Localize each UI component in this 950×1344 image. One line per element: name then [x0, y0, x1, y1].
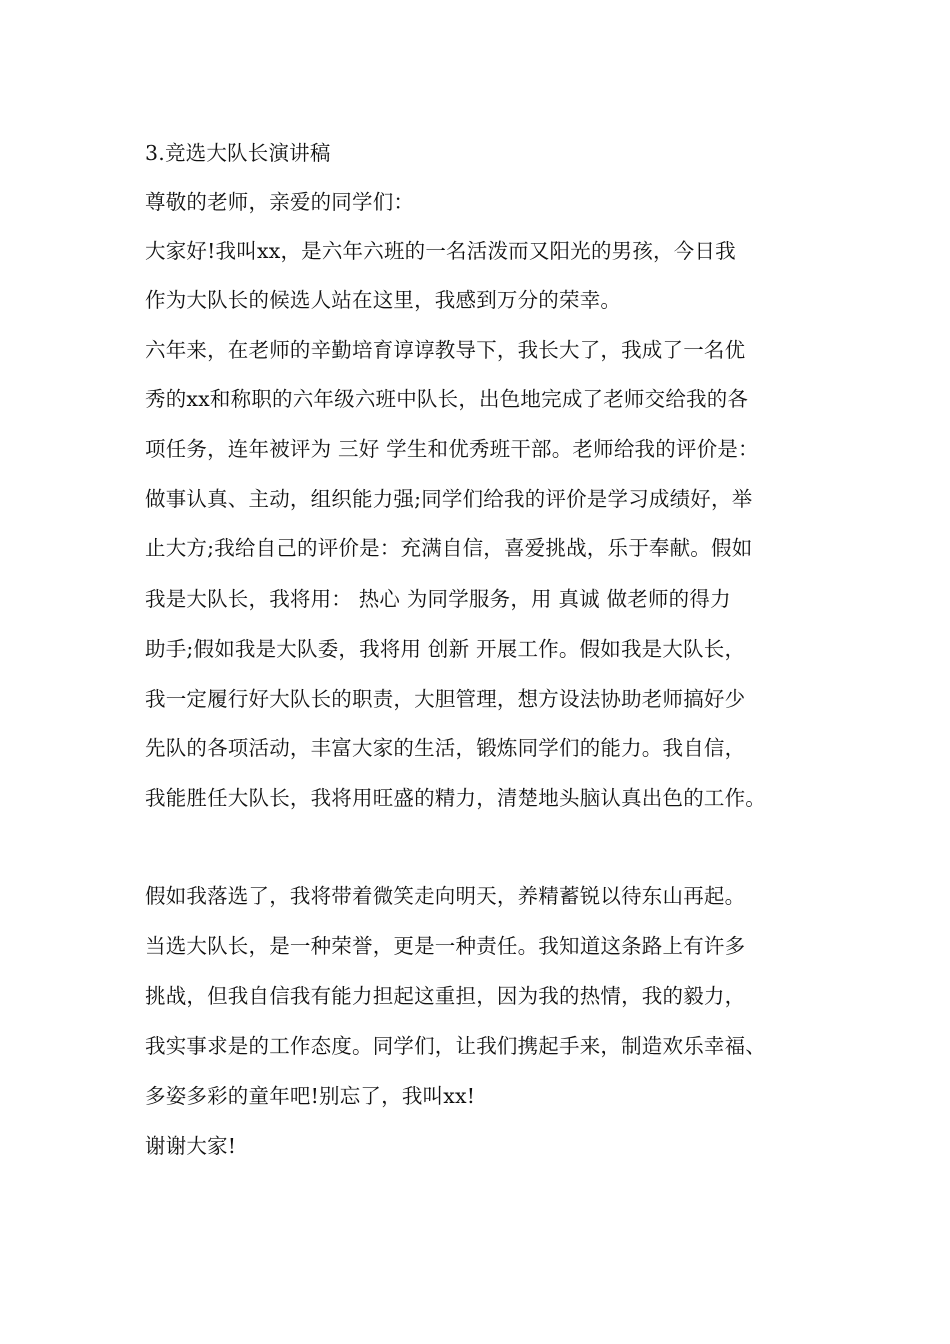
- paragraph-line: 多姿多彩的童年吧!别忘了，我叫xx!: [145, 1084, 476, 1108]
- closing-line: 谢谢大家!: [145, 1134, 237, 1158]
- paragraph-line: 当选大队长，是一种荣誉，更是一种责任。我知道这条路上有许多: [145, 934, 746, 958]
- paragraph-line: 我能胜任大队长，我将用旺盛的精力，清楚地头脑认真出色的工作。: [145, 786, 766, 810]
- paragraph-line: 作为大队长的候选人站在这里，我感到万分的荣幸。: [145, 288, 622, 312]
- paragraph-line: 我实事求是的工作态度。同学们，让我们携起手来，制造欢乐幸福、: [145, 1034, 766, 1058]
- paragraph-line: 做事认真、主动，组织能力强;同学们给我的评价是学习成绩好，举: [145, 487, 753, 511]
- paragraph-line: 挑战，但我自信我有能力担起这重担，因为我的热情，我的毅力，: [145, 984, 746, 1008]
- salutation: 尊敬的老师，亲爱的同学们：: [145, 190, 415, 214]
- document-title: 3.竞选大队长演讲稿: [145, 141, 331, 165]
- paragraph-line: 先队的各项活动，丰富大家的生活，锻炼同学们的能力。我自信，: [145, 736, 746, 760]
- paragraph-line: 秀的xx和称职的六年级六班中队长，出色地完成了老师交给我的各: [145, 387, 749, 411]
- paragraph-line: 项任务，连年被评为 三好 学生和优秀班干部。老师给我的评价是：: [145, 437, 759, 461]
- paragraph-line: 助手;假如我是大队委，我将用 创新 开展工作。假如我是大队长，: [145, 637, 746, 661]
- paragraph-line: 六年来，在老师的辛勤培育谆谆教导下，我长大了，我成了一名优: [145, 338, 746, 362]
- paragraph-line: 止大方;我给自己的评价是：充满自信，喜爱挑战，乐于奉献。假如: [145, 536, 753, 560]
- paragraph-line: 我一定履行好大队长的职责，大胆管理，想方设法协助老师搞好少: [145, 687, 746, 711]
- paragraph-line: 假如我落选了，我将带着微笑走向明天，养精蓄锐以待东山再起。: [145, 884, 746, 908]
- paragraph-line: 我是大队长，我将用： 热心 为同学服务，用 真诚 做老师的得力: [145, 587, 731, 611]
- paragraph-line: 大家好!我叫xx，是六年六班的一名活泼而又阳光的男孩，今日我: [145, 239, 736, 263]
